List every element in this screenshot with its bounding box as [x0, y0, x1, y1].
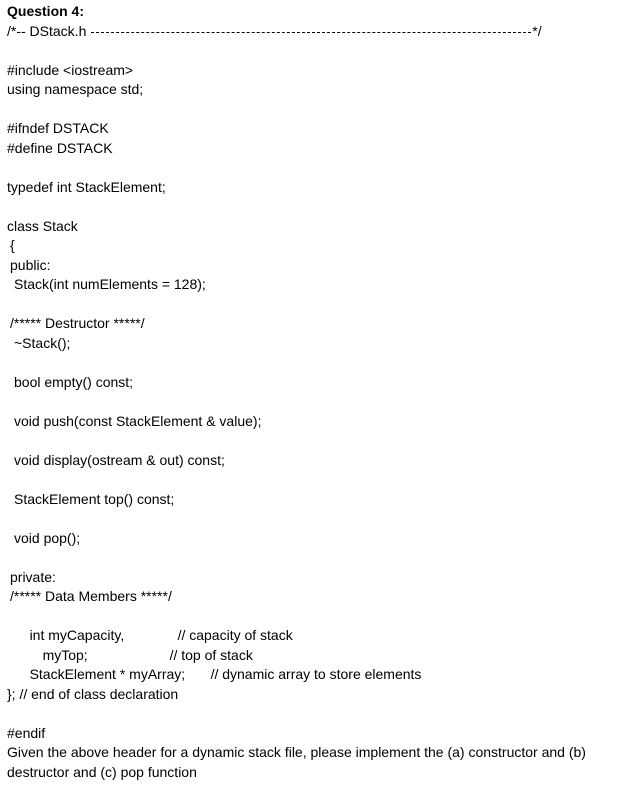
code-data-members-comment: /***** Data Members *****/ [10, 588, 172, 604]
file-comment-start: /*-- DStack.h [7, 22, 91, 39]
file-comment-end: */ [532, 22, 542, 39]
code-constructor: Stack(int numElements = 128); [14, 276, 206, 292]
code-display: void display(ostream & out) const; [14, 451, 225, 468]
code-array-decl: StackElement * myArray; [29, 666, 186, 682]
code-capacity-comment: // capacity of stack [177, 627, 293, 643]
code-class-declaration: class Stack [7, 217, 78, 234]
code-mytop-decl: myTop; [42, 646, 88, 663]
code-using: using namespace std; [7, 81, 144, 97]
blank-line [7, 431, 619, 451]
blank-line [7, 158, 619, 178]
code-destructor: ~Stack(); [14, 334, 71, 351]
code-public-label: public: [10, 256, 51, 273]
blank-line [7, 197, 619, 217]
code-include: #include <iostream> [7, 61, 134, 78]
blank-line [7, 392, 619, 412]
comment-dash-rule [91, 32, 531, 33]
code-endif: #endif [7, 724, 46, 741]
blank-line [7, 295, 619, 315]
code-capacity-decl: int myCapacity, [29, 627, 125, 643]
code-ifndef: #ifndef DSTACK [7, 120, 109, 136]
code-open-brace: { [10, 237, 15, 253]
code-push: void push(const StackElement & value); [14, 412, 262, 429]
blank-line [7, 470, 619, 490]
file-header-comment [7, 22, 619, 42]
code-private-label: private: [10, 568, 56, 585]
question-title: Question 4: [7, 3, 85, 19]
code-typedef: typedef int StackElement; [7, 178, 166, 195]
code-define: #define DSTACK [7, 139, 113, 156]
code-destructor-comment: /***** Destructor *****/ [10, 315, 145, 331]
code-top: StackElement top() const; [14, 490, 175, 507]
document-body [7, 2, 619, 782]
code-class-end: }; // end of class declaration [7, 685, 179, 702]
code-array-comment: // dynamic array to store elements [210, 666, 422, 682]
question-instructions: Given the above header for a dynamic stack file, please implement the (a) constructor and (b) destructor and (c) pop function [7, 744, 586, 780]
blank-line [7, 548, 619, 568]
code-pop: void pop(); [14, 529, 81, 546]
blank-line [7, 509, 619, 529]
code-empty: bool empty() const; [14, 373, 134, 390]
blank-line [7, 353, 619, 373]
code-capacity-line [7, 607, 619, 643]
blank-line [7, 41, 619, 61]
blank-line [7, 704, 619, 724]
code-mytop-comment: // top of stack [169, 646, 253, 663]
blank-line [7, 100, 619, 120]
